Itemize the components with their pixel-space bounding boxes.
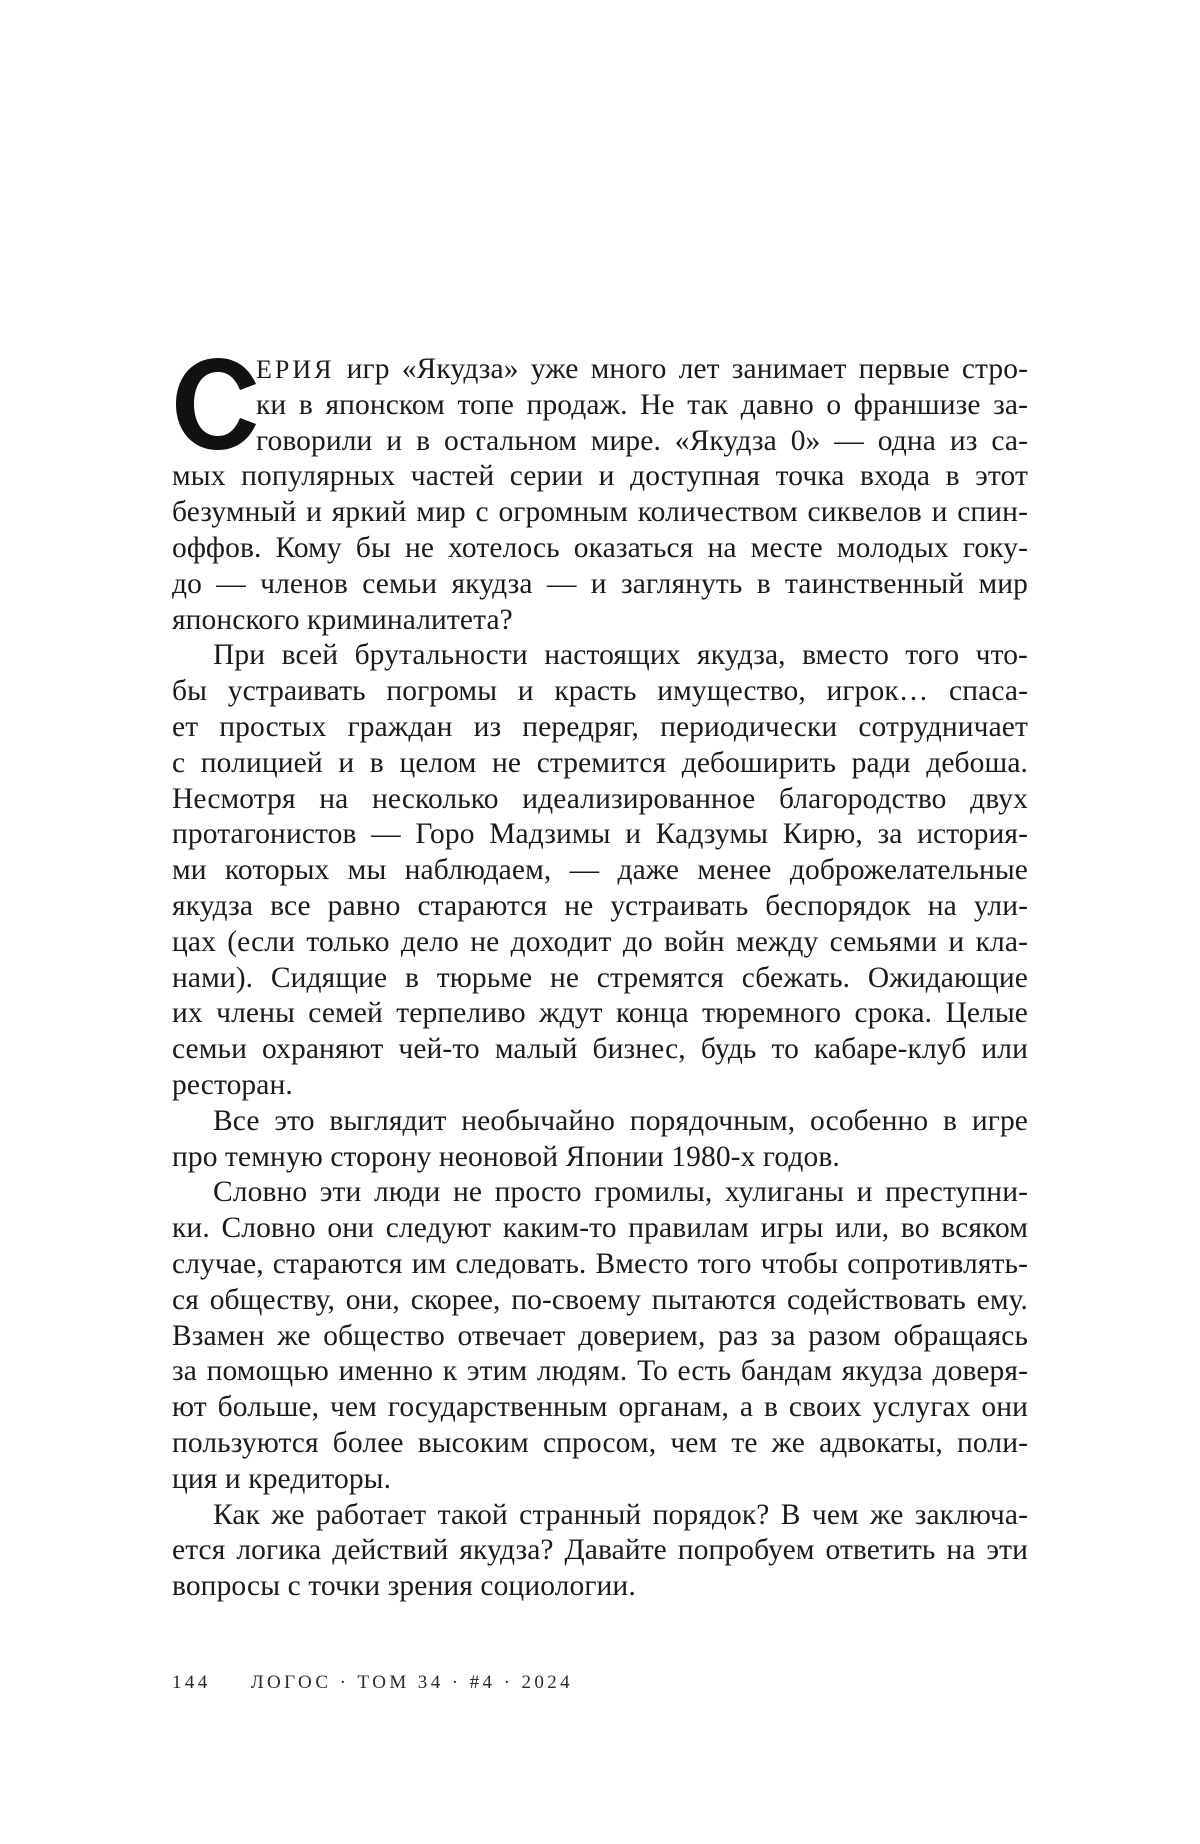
- paragraph-line: ми которых мы наблюдаем, — даже менее доброжелательные: [172, 854, 1028, 887]
- page-number: 144: [172, 1672, 211, 1693]
- paragraph-line: ция и кредиторы.: [172, 1462, 392, 1495]
- paragraph-line: Словно эти люди не просто громилы, хулиганы и преступни-: [213, 1176, 1028, 1209]
- paragraph-line: вопросы с точки зрения социологии.: [172, 1570, 636, 1603]
- paragraph-line: ресторан.: [172, 1068, 293, 1101]
- paragraph-line: японского криминалитета?: [172, 603, 513, 636]
- paragraph-line: случае, стараются им следовать. Вместо того чтобы сопротивлять-: [172, 1247, 1028, 1280]
- paragraph-line: Несмотря на несколько идеализированное благородство двух: [172, 782, 1028, 815]
- first-word-rest: ЕРИЯ: [256, 355, 335, 384]
- paragraph-line: семьи охраняют чей-то малый бизнес, будь то кабаре-клуб или: [172, 1033, 1028, 1066]
- paragraph-line: Взамен же общество отвечает доверием, раз за разом обращаясь: [172, 1319, 1028, 1352]
- paragraph-line: ЕРИЯ игр «Якудза» уже много лет занимает первые стро-: [256, 353, 1028, 385]
- paragraph-line: мых популярных частей серии и доступная точка входа в этот: [172, 460, 1028, 493]
- paragraph-line: ет простых граждан из передряг, периодически сотрудничает: [172, 710, 1028, 743]
- paragraph-line: за помощью именно к этим людям. То есть бандам якудза доверя-: [172, 1355, 1028, 1388]
- paragraph-line: до — членов семьи якудза — и заглянуть в таинственный мир: [172, 567, 1028, 600]
- paragraph-line: нами). Сидящие в тюрьме не стремятся сбежать. Ожидающие: [172, 961, 1028, 994]
- paragraph-line: говорили и в остальном мире. «Якудза 0» — одна из са-: [256, 424, 1028, 457]
- paragraph-line: Все это выглядит необычайно порядочным, особенно в игре: [213, 1104, 1028, 1137]
- paragraph-line: ся обществу, они, скорее, по-своему пытаются содействовать ему.: [172, 1283, 1028, 1316]
- paragraph-line: ки в японском топе продаж. Не так давно о франшизе за-: [256, 388, 1028, 421]
- paragraph-line: Как же работает такой странный порядок? В чем же заключа-: [213, 1498, 1028, 1531]
- paragraph-line: протагонистов — Горо Мадзимы и Кадзумы Кирю, за история-: [172, 818, 1028, 851]
- running-head: ЛОГОС · ТОМ 34 · #4 · 2024: [250, 1672, 574, 1693]
- paragraph-line: ется логика действий якудза? Давайте попробуем ответить на эти: [172, 1534, 1028, 1567]
- paragraph-line: цах (если только дело не доходит до войн между семьями и кла-: [172, 925, 1028, 958]
- paragraph-line: оффов. Кому бы не хотелось оказаться на месте молодых гоку-: [172, 531, 1028, 564]
- paragraph-line: с полицией и в целом не стремится дебоширить ради дебоша.: [172, 746, 1028, 779]
- paragraph-line: ют больше, чем государственным органам, а в своих услугах они: [172, 1391, 1028, 1424]
- paragraph-line: якудза все равно стараются не устраивать беспорядок на ули-: [172, 889, 1028, 922]
- paragraph-line: ки. Словно они следуют каким-то правилам игры или, во всяком: [172, 1212, 1028, 1245]
- paragraph-line: пользуются более высоким спросом, чем те же адвокаты, поли-: [172, 1426, 1028, 1459]
- paragraph-line: безумный и яркий мир с огромным количеством сиквелов и спин-: [172, 496, 1028, 529]
- paragraph-line: При всей брутальности настоящих якудза, вместо того что-: [213, 639, 1028, 672]
- paragraph-line: про темную сторону неоновой Японии 1980-х годов.: [172, 1140, 840, 1173]
- paragraph-line: бы устраивать погромы и красть имущество, игрок… спаса-: [172, 675, 1028, 708]
- page-footer: [172, 1672, 573, 1694]
- paragraph-line: их члены семей терпеливо ждут конца тюремного срока. Целые: [172, 997, 1028, 1030]
- article-body: [172, 352, 1028, 1605]
